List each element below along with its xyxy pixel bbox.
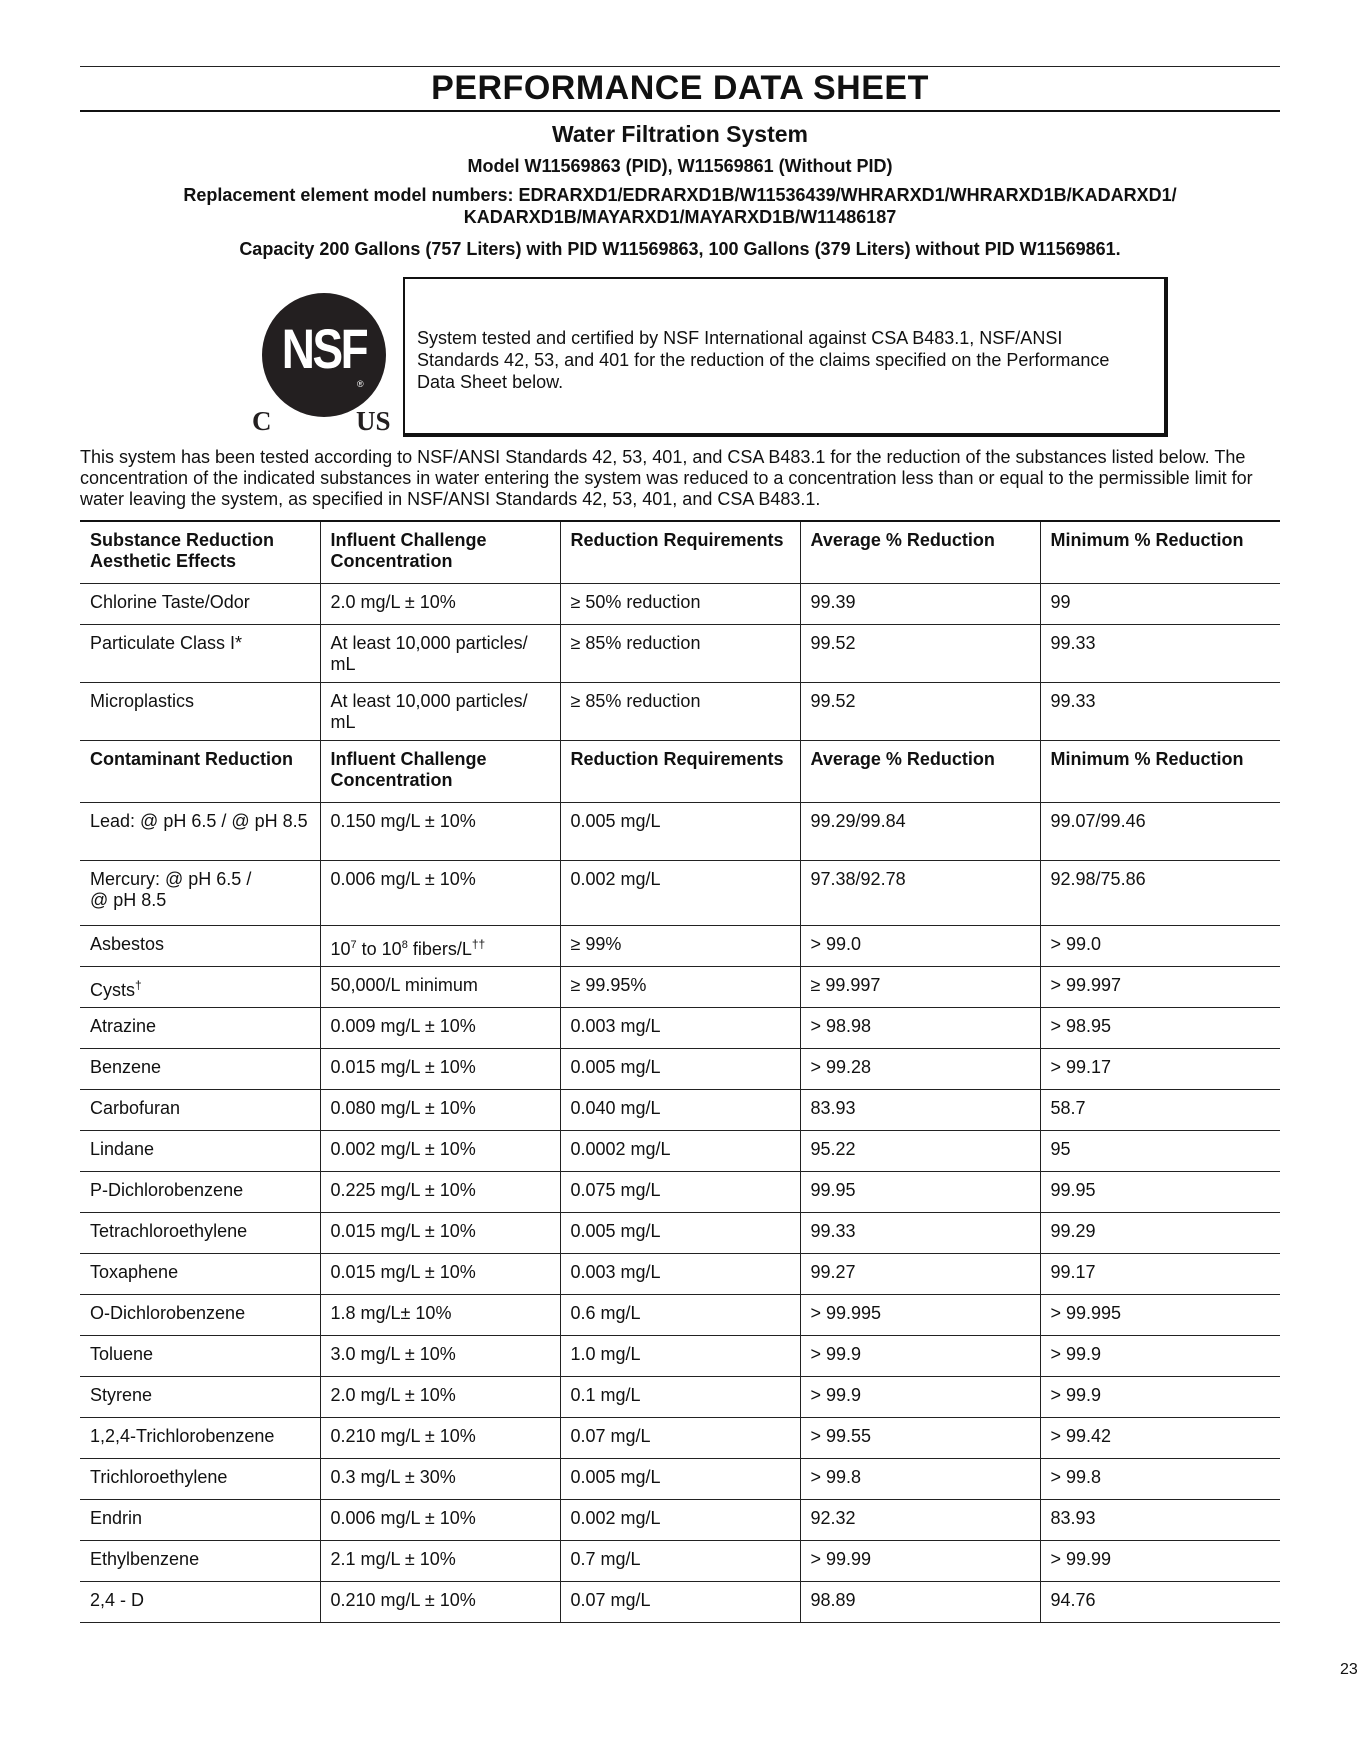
table-row-cysts — [80, 966, 1280, 1007]
header-cell: Minimum % Reduction — [1040, 740, 1280, 802]
table-cell: 92.98/75.86 — [1040, 860, 1280, 925]
header-cell: Influent Challenge Concentration — [320, 740, 560, 802]
table-cell: 0.003 mg/L — [560, 1007, 800, 1048]
contaminant-header-row — [80, 740, 1280, 802]
table-cell: 99.33 — [800, 1212, 1040, 1253]
header-cell: Reduction Requirements — [560, 740, 800, 802]
table-cell: ≥ 85% reduction — [560, 682, 800, 740]
table-cell: 0.002 mg/L ± 10% — [320, 1130, 560, 1171]
table-cell: Lead: @ pH 6.5 / @ pH 8.5 — [80, 802, 320, 860]
table-cell: 1,2,4-Trichlorobenzene — [80, 1417, 320, 1458]
table-row-lead — [80, 802, 1280, 860]
table-cell: 0.005 mg/L — [560, 802, 800, 860]
table-cell: 99.17 — [1040, 1253, 1280, 1294]
table-cell: 99.52 — [800, 624, 1040, 682]
table-cell: P-Dichlorobenzene — [80, 1171, 320, 1212]
table-cell: 0.005 mg/L — [560, 1458, 800, 1499]
header-cell: Influent Challenge Concentration — [320, 521, 560, 583]
certification-text: System tested and certified by NSF International against CSA B483.1, NSF/ANSI Standards 42, 53, and 401 for the reduction of the claims specified on the Performance Data Sheet below. — [417, 328, 1110, 392]
table-cell: 99.52 — [800, 682, 1040, 740]
table-cell: 0.225 mg/L ± 10% — [320, 1171, 560, 1212]
aesthetic-header-row — [80, 521, 1280, 583]
table-cell: 99.07/99.46 — [1040, 802, 1280, 860]
table-cell: 0.006 mg/L ± 10% — [320, 860, 560, 925]
table-row — [80, 1499, 1280, 1540]
table-cell — [80, 860, 320, 925]
table-cell: 0.003 mg/L — [560, 1253, 800, 1294]
table-cell: ≥ 99.95% — [560, 966, 800, 1007]
header-cell: Minimum % Reduction — [1040, 521, 1280, 583]
table-cell: Toluene — [80, 1335, 320, 1376]
cysts-name: Cysts — [90, 979, 135, 1000]
table-cell: 1.8 mg/L± 10% — [320, 1294, 560, 1335]
capacity-line: Capacity 200 Gallons (757 Liters) with PID W11569863, 100 Gallons (379 Liters) without PID W11569861. — [239, 239, 1121, 259]
performance-table-body — [80, 521, 1280, 1622]
table-cell: 0.015 mg/L ± 10% — [320, 1212, 560, 1253]
table-cell: Styrene — [80, 1376, 320, 1417]
table-cell: Lindane — [80, 1130, 320, 1171]
table-row — [80, 1335, 1280, 1376]
table-cell: > 99.9 — [1040, 1376, 1280, 1417]
table-cell: 0.7 mg/L — [560, 1540, 800, 1581]
table-cell: 99.95 — [1040, 1171, 1280, 1212]
table-cell: 99.95 — [800, 1171, 1040, 1212]
subtitle: Water Filtration System — [551, 121, 809, 147]
table-cell: At least 10,000 particles/ mL — [320, 624, 560, 682]
table-row — [80, 1130, 1280, 1171]
table-cell: ≥ 99% — [560, 925, 800, 966]
table-cell: 0.040 mg/L — [560, 1089, 800, 1130]
table-cell: ≥ 85% reduction — [560, 624, 800, 682]
replacement-line-2: KADARXD1B/MAYARXD1/MAYARXD1B/W11486187 — [463, 207, 897, 227]
title-rule — [80, 110, 1280, 112]
table-cell: > 99.9 — [800, 1376, 1040, 1417]
table-cell: Trichloroethylene — [80, 1458, 320, 1499]
table-row-asbestos — [80, 925, 1280, 966]
table-cell: Atrazine — [80, 1007, 320, 1048]
table-row — [80, 1048, 1280, 1089]
table-cell: 99.33 — [1040, 682, 1280, 740]
nsf-logo-us: US — [356, 406, 391, 436]
table-cell: 0.075 mg/L — [560, 1171, 800, 1212]
nsf-logo-text: NSF — [281, 317, 367, 380]
table-cell — [80, 966, 320, 1007]
table-cell: 0.07 mg/L — [560, 1417, 800, 1458]
top-rule — [80, 66, 1280, 67]
page-title: PERFORMANCE DATA SHEET — [431, 69, 929, 107]
table-row — [80, 1581, 1280, 1622]
replacement-line-1: Replacement element model numbers: EDRARXD1/EDRARXD1B/W11536439/WHRARXD1/WHRARXD1B/KADARXD1/ — [183, 185, 1177, 205]
table-cell: 98.89 — [800, 1581, 1040, 1622]
table-cell: > 99.997 — [1040, 966, 1280, 1007]
model-line: Model W11569863 (PID), W11569861 (Without PID) — [467, 156, 893, 176]
table-cell: > 99.8 — [1040, 1458, 1280, 1499]
performance-table — [80, 520, 1280, 1623]
table-cell: ≥ 50% reduction — [560, 583, 800, 624]
asbestos-conc-base: 10 — [330, 938, 351, 959]
table-cell: 0.009 mg/L ± 10% — [320, 1007, 560, 1048]
table-cell: > 99.99 — [1040, 1540, 1280, 1581]
asbestos-exp-1: 7 — [350, 938, 357, 951]
table-cell: Ethylbenzene — [80, 1540, 320, 1581]
table-cell: 0.002 mg/L — [560, 860, 800, 925]
table-cell: 0.210 mg/L ± 10% — [320, 1581, 560, 1622]
table-cell: Chlorine Taste/Odor — [80, 583, 320, 624]
table-cell: 3.0 mg/L ± 10% — [320, 1335, 560, 1376]
table-row — [80, 624, 1280, 682]
table-cell: 0.080 mg/L ± 10% — [320, 1089, 560, 1130]
header-cell: Reduction Requirements — [560, 521, 800, 583]
table-row — [80, 1417, 1280, 1458]
header-cell: Contaminant Reduction — [80, 740, 320, 802]
table-cell: 94.76 — [1040, 1581, 1280, 1622]
table-cell — [320, 925, 560, 966]
table-cell: 92.32 — [800, 1499, 1040, 1540]
table-cell: 99 — [1040, 583, 1280, 624]
table-cell: > 99.995 — [1040, 1294, 1280, 1335]
table-cell: > 99.42 — [1040, 1417, 1280, 1458]
nsf-seal-icon — [262, 293, 386, 417]
table-cell: 99.27 — [800, 1253, 1040, 1294]
table-cell: 50,000/L minimum — [320, 966, 560, 1007]
table-cell: 2.0 mg/L ± 10% — [320, 1376, 560, 1417]
table-row — [80, 1089, 1280, 1130]
nsf-registered-mark: ® — [357, 379, 364, 389]
table-cell: O-Dichlorobenzene — [80, 1294, 320, 1335]
table-cell: 2.0 mg/L ± 10% — [320, 583, 560, 624]
table-row — [80, 1376, 1280, 1417]
table-cell: > 98.98 — [800, 1007, 1040, 1048]
table-cell: 0.015 mg/L ± 10% — [320, 1048, 560, 1089]
table-cell: Tetrachloroethylene — [80, 1212, 320, 1253]
table-cell: 0.005 mg/L — [560, 1212, 800, 1253]
table-cell: 0.002 mg/L — [560, 1499, 800, 1540]
table-cell: Asbestos — [80, 925, 320, 966]
table-cell: 0.6 mg/L — [560, 1294, 800, 1335]
table-row — [80, 1540, 1280, 1581]
header-cell: Average % Reduction — [800, 740, 1040, 802]
table-cell: > 99.8 — [800, 1458, 1040, 1499]
table-cell: 99.39 — [800, 583, 1040, 624]
table-row — [80, 1007, 1280, 1048]
table-row — [80, 1253, 1280, 1294]
table-row — [80, 583, 1280, 624]
header-cell: Average % Reduction — [800, 521, 1040, 583]
nsf-logo-c: C — [252, 406, 272, 436]
table-cell: > 99.0 — [1040, 925, 1280, 966]
table-cell: 99.29/99.84 — [800, 802, 1040, 860]
table-cell: Particulate Class I* — [80, 624, 320, 682]
table-cell: Toxaphene — [80, 1253, 320, 1294]
table-cell: 95 — [1040, 1130, 1280, 1171]
table-cell: Benzene — [80, 1048, 320, 1089]
mercury-name-line-1: Mercury: @ pH 6.5 / — [90, 868, 252, 889]
table-cell: > 99.9 — [1040, 1335, 1280, 1376]
table-cell: 58.7 — [1040, 1089, 1280, 1130]
certification-box — [403, 277, 1168, 437]
cysts-footnote-mark: † — [135, 977, 142, 992]
table-cell: ≥ 99.997 — [800, 966, 1040, 1007]
asbestos-footnote-mark: †† — [471, 936, 486, 951]
table-cell: > 98.95 — [1040, 1007, 1280, 1048]
asbestos-conc-tail: fibers/L — [407, 938, 472, 959]
table-cell: 99.29 — [1040, 1212, 1280, 1253]
table-row — [80, 1294, 1280, 1335]
table-cell: 0.015 mg/L ± 10% — [320, 1253, 560, 1294]
table-cell: 0.3 mg/L ± 30% — [320, 1458, 560, 1499]
table-cell: 95.22 — [800, 1130, 1040, 1171]
table-row — [80, 682, 1280, 740]
table-cell: 0.07 mg/L — [560, 1581, 800, 1622]
table-cell: 1.0 mg/L — [560, 1335, 800, 1376]
table-cell: 0.1 mg/L — [560, 1376, 800, 1417]
table-cell: 83.93 — [1040, 1499, 1280, 1540]
table-cell: 0.005 mg/L — [560, 1048, 800, 1089]
table-cell: > 99.17 — [1040, 1048, 1280, 1089]
table-cell: Carbofuran — [80, 1089, 320, 1130]
table-row — [80, 1212, 1280, 1253]
table-cell: 2,4 - D — [80, 1581, 320, 1622]
table-cell: 97.38/92.78 — [800, 860, 1040, 925]
table-cell: 99.33 — [1040, 624, 1280, 682]
table-cell: > 99.28 — [800, 1048, 1040, 1089]
table-cell: > 99.99 — [800, 1540, 1040, 1581]
table-cell: > 99.0 — [800, 925, 1040, 966]
header-cell: Substance Reduction Aesthetic Effects — [80, 521, 320, 583]
table-cell: 0.150 mg/L ± 10% — [320, 802, 560, 860]
table-row — [80, 1171, 1280, 1212]
table-cell: 2.1 mg/L ± 10% — [320, 1540, 560, 1581]
mercury-name-line-2: @ pH 8.5 — [90, 889, 167, 910]
table-cell: 0.006 mg/L ± 10% — [320, 1499, 560, 1540]
nsf-logo — [252, 288, 392, 438]
table-cell: At least 10,000 particles/ mL — [320, 682, 560, 740]
table-row — [80, 1458, 1280, 1499]
table-cell: 0.210 mg/L ± 10% — [320, 1417, 560, 1458]
asbestos-conc-mid: to 10 — [356, 938, 402, 959]
table-row-mercury — [80, 860, 1280, 925]
intro-paragraph: This system has been tested according to NSF/ANSI Standards 42, 53, 401, and CSA B483.1 for the reduction of the substances listed below. The concentration of the indicated substances in water entering the system was reduced to a concentration less than or equal to the permissible limit for water leaving the system, as specified in NSF/ANSI Standards 42, 53, 401, and CSA B483.1. — [80, 447, 1253, 509]
table-cell: 0.0002 mg/L — [560, 1130, 800, 1171]
page-number: 23 — [1340, 1661, 1358, 1678]
table-cell: > 99.9 — [800, 1335, 1040, 1376]
table-cell: > 99.995 — [800, 1294, 1040, 1335]
asbestos-exp-2: 8 — [401, 938, 408, 951]
table-cell: > 99.55 — [800, 1417, 1040, 1458]
table-cell: Endrin — [80, 1499, 320, 1540]
table-cell: 83.93 — [800, 1089, 1040, 1130]
table-cell: Microplastics — [80, 682, 320, 740]
